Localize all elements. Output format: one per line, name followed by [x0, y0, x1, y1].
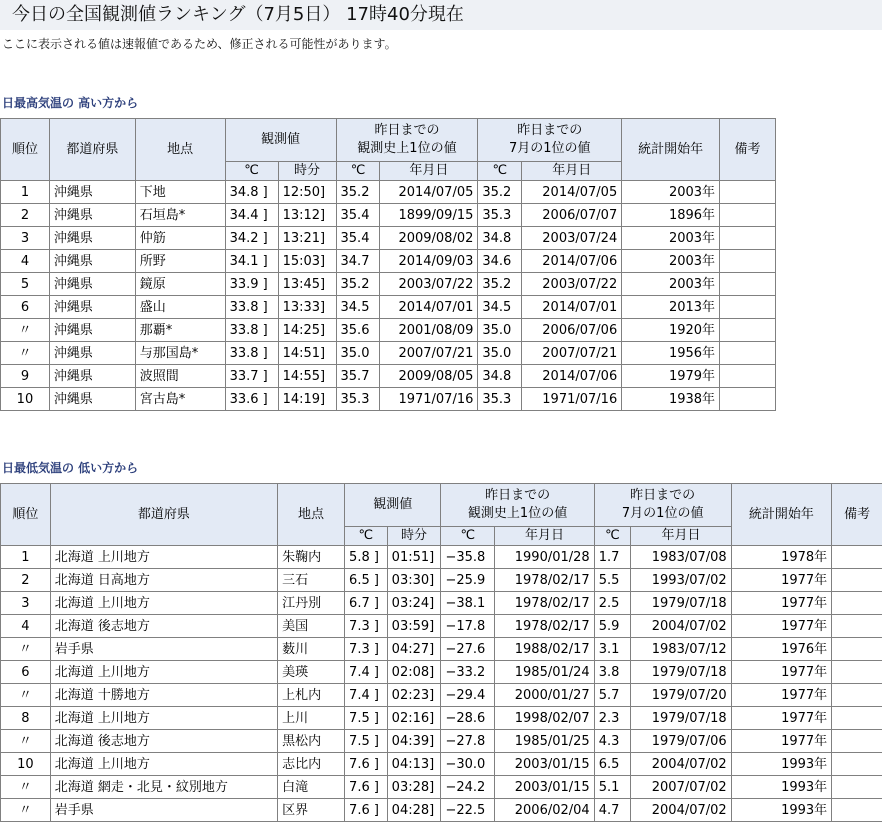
cell-month-record-celsius: 6.5 [594, 753, 631, 776]
cell-obs-time: 04:28] [387, 799, 441, 822]
cell-remark [832, 638, 882, 661]
cell-month-record-date: 1979/07/18 [631, 661, 731, 684]
cell-place: 美国 [278, 615, 345, 638]
table-row [1, 227, 776, 250]
cell-place: 薮川 [278, 638, 345, 661]
cell-month-record-date: 1979/07/06 [631, 730, 731, 753]
cell-rank: 1 [1, 181, 50, 204]
cell-place: 下地 [135, 181, 225, 204]
cell-record-date: 2006/02/04 [495, 799, 594, 822]
cell-month-record-date: 2004/07/02 [631, 615, 731, 638]
cell-obs-time: 13:12] [278, 204, 336, 227]
cell-remark [832, 684, 882, 707]
cell-prefecture: 北海道 上川地方 [50, 753, 277, 776]
cell-month-record-celsius: 34.8 [478, 227, 522, 250]
cell-record-date: 1978/02/17 [495, 592, 594, 615]
table-row [1, 569, 882, 592]
header-place: 地点 [135, 119, 225, 181]
cell-place: 江丹別 [278, 592, 345, 615]
cell-obs-celsius: 33.8 ] [225, 296, 278, 319]
cell-place: 仲筋 [135, 227, 225, 250]
cell-rank: 2 [1, 204, 50, 227]
cell-rank: 10 [1, 753, 51, 776]
cell-start-year: 1938年 [622, 388, 720, 411]
header-remark: 備考 [832, 484, 882, 546]
cell-place: 志比内 [278, 753, 345, 776]
cell-start-year: 2003年 [622, 273, 720, 296]
cell-start-year: 1993年 [731, 799, 831, 822]
header-record: 昨日までの 観測史上1位の値 [336, 119, 478, 162]
cell-remark [832, 799, 882, 822]
high-section-title: 日最高気温の 高い方から [2, 96, 139, 110]
cell-month-record-celsius: 34.6 [478, 250, 522, 273]
cell-start-year: 1976年 [731, 638, 831, 661]
cell-record-celsius: −28.6 [441, 707, 495, 730]
cell-start-year: 1977年 [731, 730, 831, 753]
cell-month-record-celsius: 4.3 [594, 730, 631, 753]
cell-prefecture: 北海道 日高地方 [50, 569, 277, 592]
cell-remark [720, 204, 776, 227]
cell-start-year: 1977年 [731, 615, 831, 638]
header-obs-time: 時分 [387, 527, 441, 546]
cell-month-record-celsius: 4.7 [594, 799, 631, 822]
low-section-title: 日最低気温の 低い方から [2, 461, 139, 475]
table-row [1, 592, 882, 615]
header-obs-celsius: ℃ [345, 527, 388, 546]
cell-obs-celsius: 6.5 ] [345, 569, 388, 592]
table-row [1, 799, 882, 822]
cell-obs-celsius: 7.5 ] [345, 730, 388, 753]
cell-place: 波照間 [135, 365, 225, 388]
cell-record-date: 1990/01/28 [495, 546, 594, 569]
cell-start-year: 1977年 [731, 569, 831, 592]
cell-start-year: 1977年 [731, 592, 831, 615]
cell-rank: 〃 [1, 730, 51, 753]
cell-obs-time: 03:59] [387, 615, 441, 638]
header-rec-celsius: ℃ [336, 162, 380, 181]
high-temp-ranking-table [0, 118, 776, 411]
cell-month-record-celsius: 34.5 [478, 296, 522, 319]
cell-obs-time: 02:23] [387, 684, 441, 707]
cell-place: 盛山 [135, 296, 225, 319]
cell-month-record-date: 2014/07/01 [522, 296, 622, 319]
cell-place: 美瑛 [278, 661, 345, 684]
cell-month-record-date: 2014/07/06 [522, 250, 622, 273]
cell-month-record-celsius: 5.7 [594, 684, 631, 707]
cell-record-date: 1978/02/17 [495, 569, 594, 592]
notice-text: ここに表示される値は速報値であるため、修正される可能性があります。 [2, 37, 397, 51]
table-row [1, 204, 776, 227]
cell-prefecture: 北海道 十勝地方 [50, 684, 277, 707]
header-mrec-celsius: ℃ [478, 162, 522, 181]
cell-month-record-celsius: 35.0 [478, 319, 522, 342]
cell-rank: 〃 [1, 638, 51, 661]
header-observed: 観測値 [345, 484, 441, 527]
cell-place: 朱鞠内 [278, 546, 345, 569]
cell-record-date: 2001/08/09 [380, 319, 478, 342]
cell-month-record-celsius: 5.5 [594, 569, 631, 592]
cell-obs-celsius: 5.8 ] [345, 546, 388, 569]
cell-obs-time: 14:25] [278, 319, 336, 342]
cell-month-record-date: 2007/07/21 [522, 342, 622, 365]
cell-obs-time: 03:24] [387, 592, 441, 615]
cell-month-record-date: 1979/07/18 [631, 592, 731, 615]
cell-prefecture: 沖縄県 [49, 181, 135, 204]
cell-obs-celsius: 33.9 ] [225, 273, 278, 296]
cell-obs-time: 13:33] [278, 296, 336, 319]
cell-record-date: 2014/09/03 [380, 250, 478, 273]
cell-place: 区界 [278, 799, 345, 822]
table-row [1, 273, 776, 296]
cell-month-record-date: 1971/07/16 [522, 388, 622, 411]
cell-record-celsius: −27.8 [441, 730, 495, 753]
cell-prefecture: 沖縄県 [49, 319, 135, 342]
cell-start-year: 1977年 [731, 661, 831, 684]
table-row [1, 776, 882, 799]
cell-rank: 8 [1, 707, 51, 730]
cell-record-celsius: −24.2 [441, 776, 495, 799]
cell-prefecture: 沖縄県 [49, 342, 135, 365]
cell-obs-celsius: 33.6 ] [225, 388, 278, 411]
cell-obs-celsius: 7.6 ] [345, 753, 388, 776]
cell-prefecture: 沖縄県 [49, 365, 135, 388]
cell-start-year: 2003年 [622, 181, 720, 204]
table-row [1, 365, 776, 388]
cell-record-date: 1988/02/17 [495, 638, 594, 661]
cell-record-date: 2007/07/21 [380, 342, 478, 365]
cell-month-record-celsius: 1.7 [594, 546, 631, 569]
table-row [1, 296, 776, 319]
table-row [1, 730, 882, 753]
cell-start-year: 1896年 [622, 204, 720, 227]
cell-remark [720, 365, 776, 388]
cell-month-record-date: 2004/07/02 [631, 799, 731, 822]
table-row [1, 707, 882, 730]
header-start-year: 統計開始年 [622, 119, 720, 181]
cell-record-celsius: 35.0 [336, 342, 380, 365]
cell-month-record-celsius: 35.2 [478, 273, 522, 296]
cell-obs-celsius: 7.6 ] [345, 776, 388, 799]
header-month-record: 昨日までの 7月の1位の値 [594, 484, 731, 527]
cell-obs-celsius: 7.4 ] [345, 684, 388, 707]
cell-month-record-date: 2006/07/06 [522, 319, 622, 342]
cell-month-record-celsius: 35.3 [478, 204, 522, 227]
cell-obs-time: 02:08] [387, 661, 441, 684]
cell-month-record-date: 2003/07/22 [522, 273, 622, 296]
cell-place: 上札内 [278, 684, 345, 707]
table-row [1, 546, 882, 569]
cell-remark [720, 342, 776, 365]
table-row [1, 319, 776, 342]
cell-rank: 1 [1, 546, 51, 569]
table-row [1, 638, 882, 661]
cell-obs-time: 14:55] [278, 365, 336, 388]
cell-obs-time: 14:19] [278, 388, 336, 411]
cell-obs-celsius: 7.6 ] [345, 799, 388, 822]
cell-record-date: 1985/01/25 [495, 730, 594, 753]
cell-remark [832, 776, 882, 799]
cell-month-record-date: 1979/07/20 [631, 684, 731, 707]
cell-obs-celsius: 33.8 ] [225, 342, 278, 365]
cell-record-date: 1971/07/16 [380, 388, 478, 411]
cell-obs-time: 13:21] [278, 227, 336, 250]
cell-obs-celsius: 7.3 ] [345, 638, 388, 661]
cell-obs-time: 14:51] [278, 342, 336, 365]
cell-prefecture: 沖縄県 [49, 296, 135, 319]
cell-obs-time: 01:51] [387, 546, 441, 569]
cell-record-celsius: 34.5 [336, 296, 380, 319]
cell-place: 那覇* [135, 319, 225, 342]
cell-rank: 3 [1, 227, 50, 250]
cell-month-record-date: 2004/07/02 [631, 753, 731, 776]
cell-record-date: 2000/01/27 [495, 684, 594, 707]
cell-remark [720, 388, 776, 411]
cell-obs-time: 03:28] [387, 776, 441, 799]
cell-rank: 9 [1, 365, 50, 388]
cell-rank: 6 [1, 661, 51, 684]
cell-remark [832, 615, 882, 638]
cell-record-celsius: 35.2 [336, 273, 380, 296]
cell-obs-time: 02:16] [387, 707, 441, 730]
cell-start-year: 2003年 [622, 250, 720, 273]
cell-month-record-date: 2007/07/02 [631, 776, 731, 799]
cell-month-record-date: 1983/07/08 [631, 546, 731, 569]
header-obs-time: 時分 [278, 162, 336, 181]
cell-record-celsius: 35.6 [336, 319, 380, 342]
cell-obs-celsius: 34.1 ] [225, 250, 278, 273]
cell-record-celsius: 35.2 [336, 181, 380, 204]
header-mrec-celsius: ℃ [594, 527, 631, 546]
cell-record-date: 2003/01/15 [495, 776, 594, 799]
cell-record-date: 1985/01/24 [495, 661, 594, 684]
cell-month-record-celsius: 35.3 [478, 388, 522, 411]
cell-obs-celsius: 6.7 ] [345, 592, 388, 615]
cell-remark [832, 661, 882, 684]
low-temp-ranking-table [0, 483, 882, 822]
cell-rank: 2 [1, 569, 51, 592]
cell-record-celsius: −22.5 [441, 799, 495, 822]
cell-record-celsius: 34.7 [336, 250, 380, 273]
cell-obs-celsius: 33.8 ] [225, 319, 278, 342]
cell-obs-celsius: 7.5 ] [345, 707, 388, 730]
cell-remark [720, 250, 776, 273]
cell-record-celsius: 35.3 [336, 388, 380, 411]
cell-place: 黒松内 [278, 730, 345, 753]
cell-obs-celsius: 33.7 ] [225, 365, 278, 388]
table-row [1, 250, 776, 273]
cell-month-record-date: 2014/07/06 [522, 365, 622, 388]
header-start-year: 統計開始年 [731, 484, 831, 546]
cell-start-year: 2003年 [622, 227, 720, 250]
cell-place: 宮古島* [135, 388, 225, 411]
cell-record-celsius: −30.0 [441, 753, 495, 776]
cell-start-year: 1977年 [731, 684, 831, 707]
page-title: 今日の全国観測値ランキング（7月5日） 17時40分現在 [12, 4, 464, 25]
cell-record-date: 1978/02/17 [495, 615, 594, 638]
header-record: 昨日までの 観測史上1位の値 [441, 484, 594, 527]
title-bar [0, 0, 882, 30]
cell-rank: 〃 [1, 342, 50, 365]
cell-record-date: 2009/08/02 [380, 227, 478, 250]
cell-prefecture: 北海道 上川地方 [50, 546, 277, 569]
cell-start-year: 1977年 [731, 707, 831, 730]
cell-prefecture: 北海道 後志地方 [50, 730, 277, 753]
cell-record-date: 2014/07/01 [380, 296, 478, 319]
cell-prefecture: 北海道 網走・北見・紋別地方 [50, 776, 277, 799]
cell-remark [720, 296, 776, 319]
cell-obs-time: 04:13] [387, 753, 441, 776]
table-row [1, 181, 776, 204]
cell-prefecture: 岩手県 [50, 799, 277, 822]
cell-obs-time: 04:39] [387, 730, 441, 753]
cell-start-year: 1993年 [731, 776, 831, 799]
cell-record-celsius: −27.6 [441, 638, 495, 661]
cell-obs-celsius: 34.4 ] [225, 204, 278, 227]
cell-rank: 〃 [1, 684, 51, 707]
cell-prefecture: 岩手県 [50, 638, 277, 661]
cell-record-celsius: −38.1 [441, 592, 495, 615]
cell-start-year: 2013年 [622, 296, 720, 319]
header-observed: 観測値 [225, 119, 336, 162]
cell-record-date: 1899/09/15 [380, 204, 478, 227]
header-mrec-date: 年月日 [631, 527, 731, 546]
cell-place: 三石 [278, 569, 345, 592]
cell-record-celsius: 35.7 [336, 365, 380, 388]
header-month-record: 昨日までの 7月の1位の値 [478, 119, 622, 162]
cell-obs-time: 12:50] [278, 181, 336, 204]
cell-month-record-celsius: 3.1 [594, 638, 631, 661]
cell-rank: 〃 [1, 319, 50, 342]
cell-prefecture: 沖縄県 [49, 227, 135, 250]
cell-obs-celsius: 34.2 ] [225, 227, 278, 250]
cell-start-year: 1978年 [731, 546, 831, 569]
cell-place: 白滝 [278, 776, 345, 799]
cell-remark [832, 753, 882, 776]
cell-obs-time: 13:45] [278, 273, 336, 296]
cell-record-celsius: −33.2 [441, 661, 495, 684]
cell-obs-time: 03:30] [387, 569, 441, 592]
header-rec-celsius: ℃ [441, 527, 495, 546]
cell-record-celsius: 35.4 [336, 204, 380, 227]
cell-prefecture: 北海道 後志地方 [50, 615, 277, 638]
header-rank: 順位 [1, 484, 51, 546]
cell-obs-time: 04:27] [387, 638, 441, 661]
cell-start-year: 1993年 [731, 753, 831, 776]
cell-place: 所野 [135, 250, 225, 273]
table-row [1, 342, 776, 365]
cell-month-record-date: 1983/07/12 [631, 638, 731, 661]
cell-remark [832, 730, 882, 753]
cell-place: 上川 [278, 707, 345, 730]
cell-prefecture: 北海道 上川地方 [50, 707, 277, 730]
cell-remark [720, 227, 776, 250]
cell-record-date: 1998/02/07 [495, 707, 594, 730]
cell-obs-celsius: 7.4 ] [345, 661, 388, 684]
cell-rank: 6 [1, 296, 50, 319]
cell-month-record-celsius: 35.2 [478, 181, 522, 204]
table-row [1, 753, 882, 776]
cell-prefecture: 沖縄県 [49, 250, 135, 273]
cell-place: 与那国島* [135, 342, 225, 365]
cell-rank: 4 [1, 250, 50, 273]
cell-rank: 3 [1, 592, 51, 615]
cell-record-date: 2003/01/15 [495, 753, 594, 776]
cell-month-record-celsius: 3.8 [594, 661, 631, 684]
cell-record-celsius: −35.8 [441, 546, 495, 569]
cell-remark [720, 319, 776, 342]
table-row [1, 388, 776, 411]
cell-month-record-celsius: 5.9 [594, 615, 631, 638]
cell-rank: 10 [1, 388, 50, 411]
cell-month-record-celsius: 35.0 [478, 342, 522, 365]
cell-obs-time: 15:03] [278, 250, 336, 273]
cell-prefecture: 沖縄県 [49, 273, 135, 296]
cell-place: 鏡原 [135, 273, 225, 296]
cell-prefecture: 北海道 上川地方 [50, 661, 277, 684]
cell-place: 石垣島* [135, 204, 225, 227]
cell-month-record-date: 2003/07/24 [522, 227, 622, 250]
cell-remark [832, 592, 882, 615]
cell-month-record-date: 2014/07/05 [522, 181, 622, 204]
cell-obs-celsius: 7.3 ] [345, 615, 388, 638]
cell-rank: 5 [1, 273, 50, 296]
cell-prefecture: 沖縄県 [49, 204, 135, 227]
header-place: 地点 [278, 484, 345, 546]
cell-prefecture: 沖縄県 [49, 388, 135, 411]
header-obs-celsius: ℃ [225, 162, 278, 181]
cell-record-celsius: −25.9 [441, 569, 495, 592]
cell-remark [720, 181, 776, 204]
header-rec-date: 年月日 [495, 527, 594, 546]
cell-month-record-celsius: 34.8 [478, 365, 522, 388]
cell-record-celsius: 35.4 [336, 227, 380, 250]
cell-month-record-celsius: 2.3 [594, 707, 631, 730]
table-row [1, 661, 882, 684]
cell-start-year: 1979年 [622, 365, 720, 388]
cell-remark [832, 569, 882, 592]
cell-remark [720, 273, 776, 296]
header-rank: 順位 [1, 119, 50, 181]
cell-month-record-date: 2006/07/07 [522, 204, 622, 227]
cell-record-celsius: −29.4 [441, 684, 495, 707]
cell-month-record-celsius: 5.1 [594, 776, 631, 799]
cell-month-record-date: 1993/07/02 [631, 569, 731, 592]
header-rec-date: 年月日 [380, 162, 478, 181]
table-row [1, 684, 882, 707]
cell-rank: 〃 [1, 799, 51, 822]
cell-start-year: 1920年 [622, 319, 720, 342]
cell-remark [832, 707, 882, 730]
cell-record-date: 2003/07/22 [380, 273, 478, 296]
cell-record-celsius: −17.8 [441, 615, 495, 638]
cell-prefecture: 北海道 上川地方 [50, 592, 277, 615]
cell-rank: 〃 [1, 776, 51, 799]
table-row [1, 615, 882, 638]
cell-record-date: 2014/07/05 [380, 181, 478, 204]
cell-start-year: 1956年 [622, 342, 720, 365]
cell-obs-celsius: 34.8 ] [225, 181, 278, 204]
cell-remark [832, 546, 882, 569]
cell-rank: 4 [1, 615, 51, 638]
header-pref: 都道府県 [50, 484, 277, 546]
header-mrec-date: 年月日 [522, 162, 622, 181]
cell-month-record-celsius: 2.5 [594, 592, 631, 615]
cell-record-date: 2009/08/05 [380, 365, 478, 388]
cell-month-record-date: 1979/07/18 [631, 707, 731, 730]
header-pref: 都道府県 [49, 119, 135, 181]
header-remark: 備考 [720, 119, 776, 181]
